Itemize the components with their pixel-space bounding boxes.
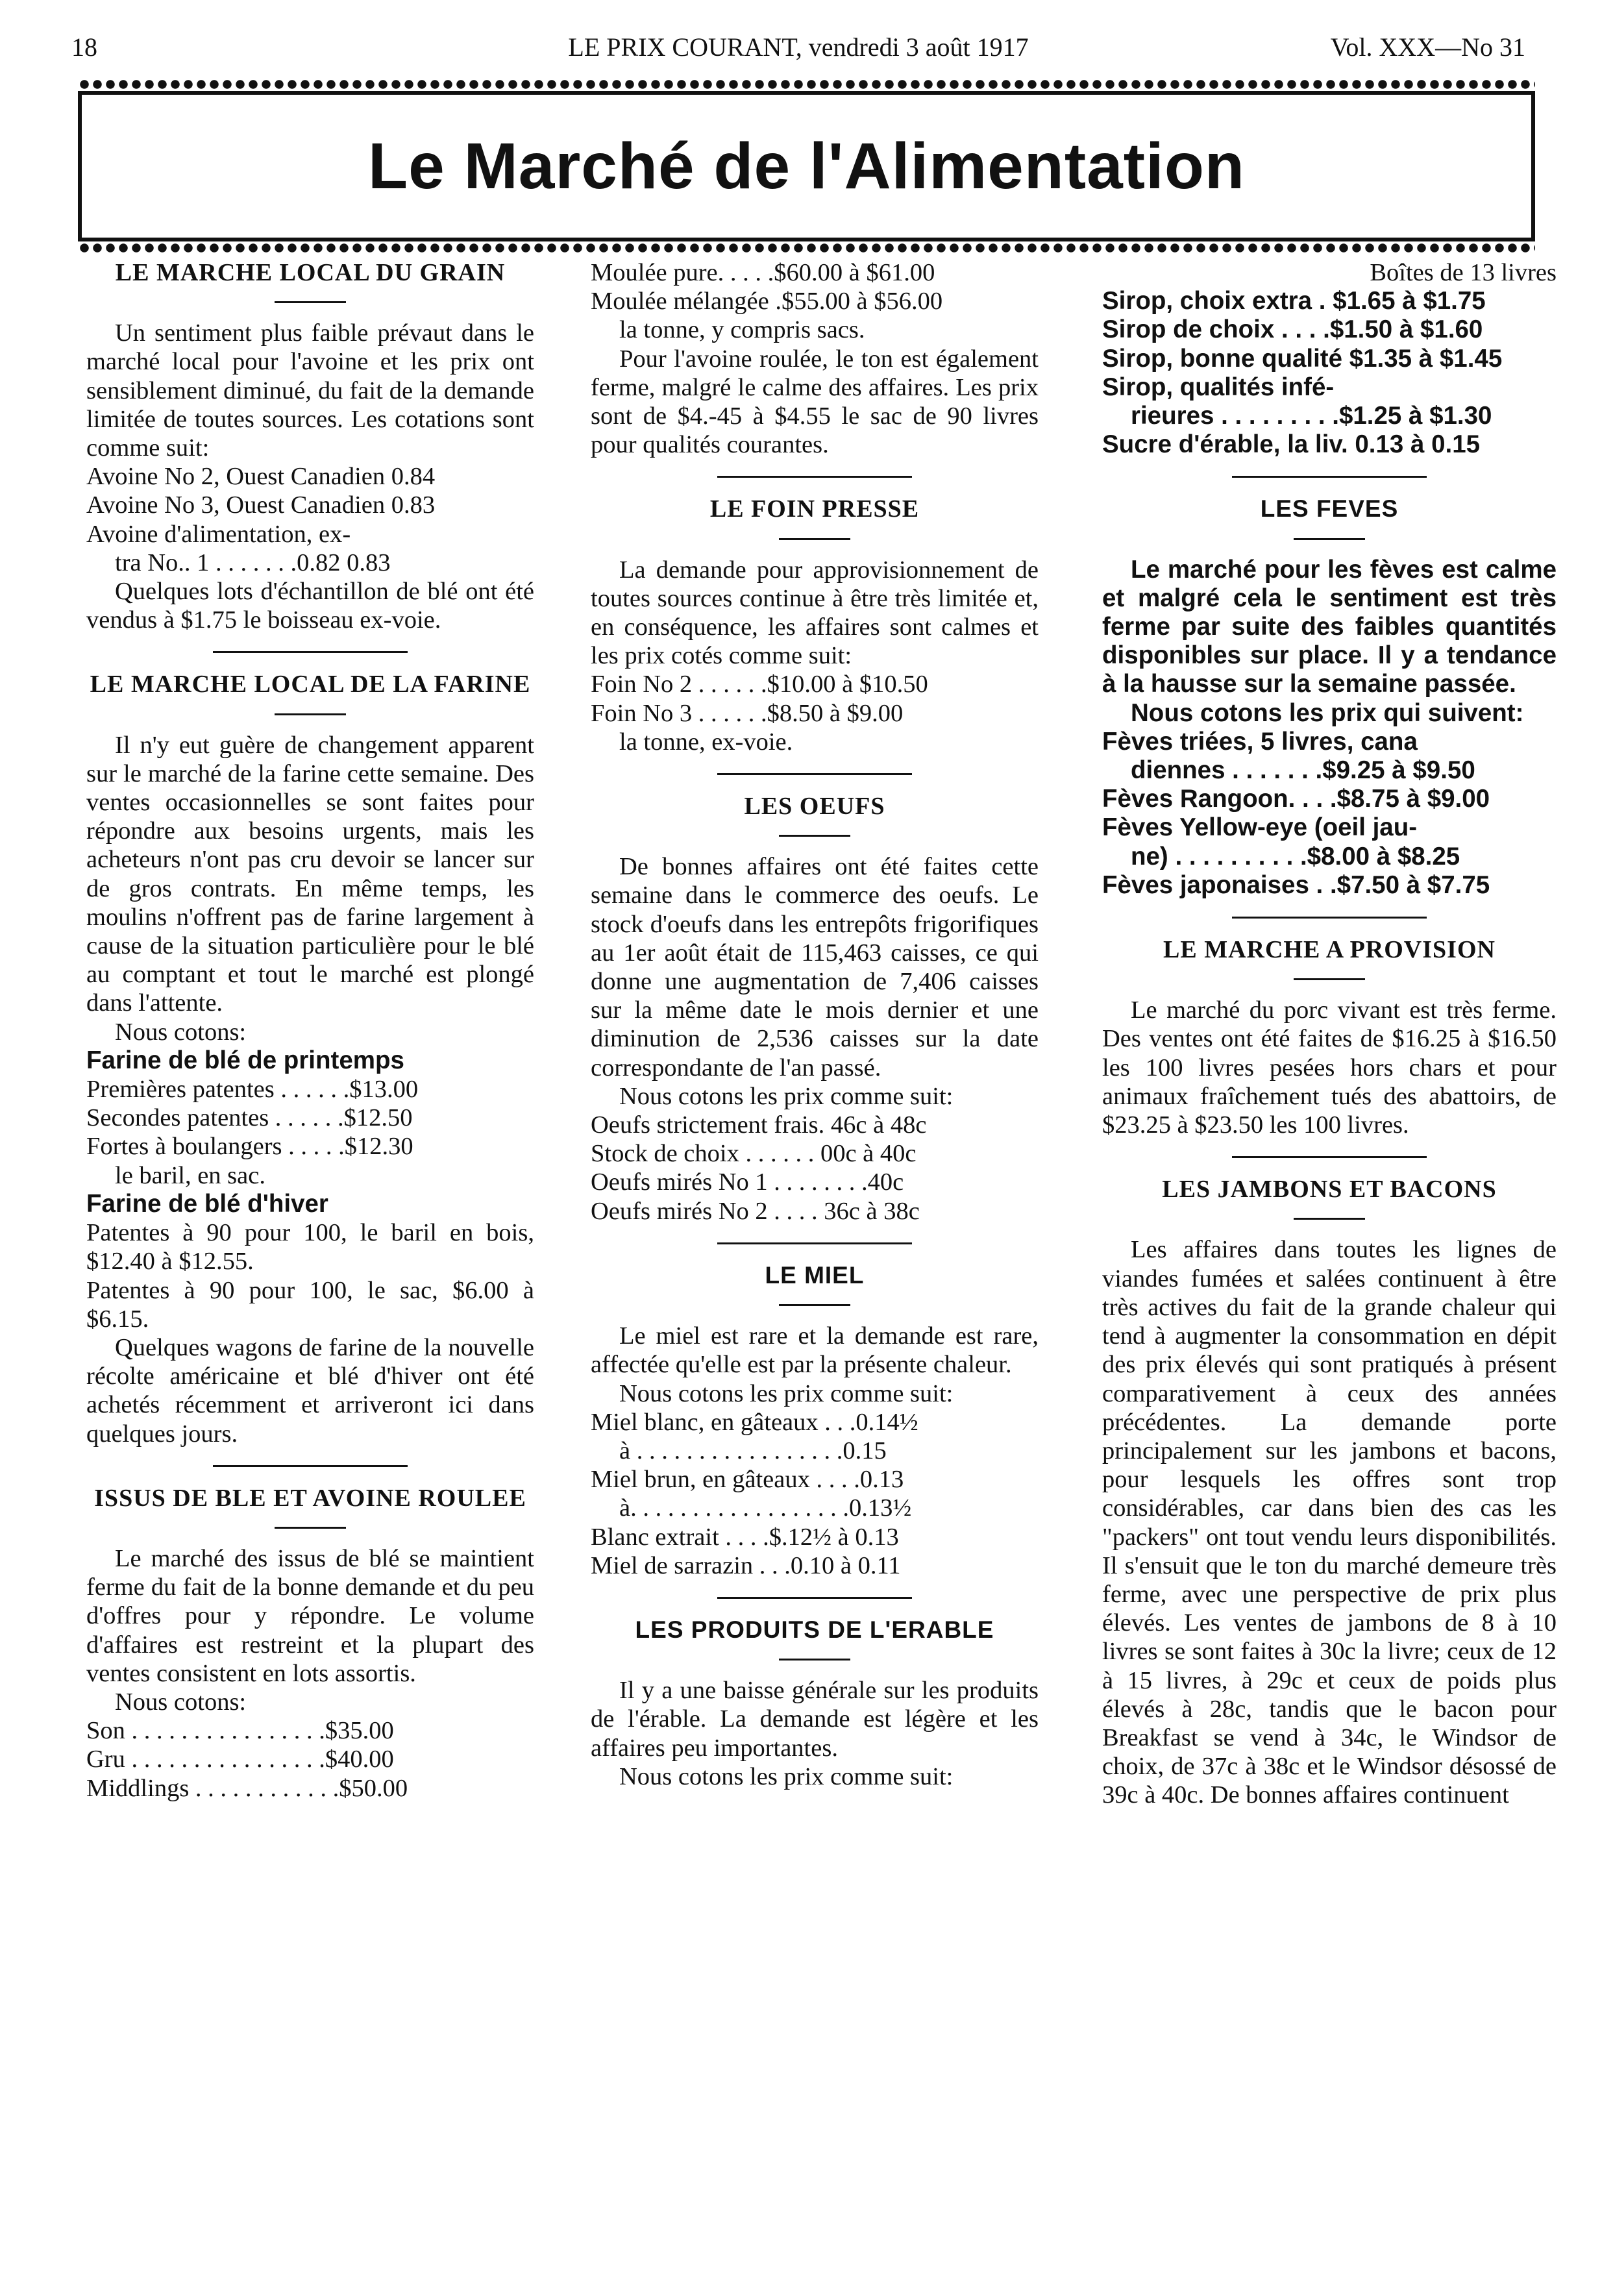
divider [1294, 538, 1365, 540]
price-line: Middlings . . . . . . . . . . . .$50.00 [86, 1774, 408, 1802]
section-rule [1232, 1156, 1427, 1158]
price-line: Foin No 3 . . . . . .$8.50 à $9.00 [591, 699, 904, 727]
price-line: rieures . . . . . . . . .$1.25 à $1.30 [1131, 402, 1492, 430]
divider [779, 538, 850, 540]
subheading-hiver: Farine de blé d'hiver [86, 1189, 328, 1218]
jambons-paragraph: Les affaires dans toutes les lignes de viandes fumées et salées continuent à être très actives du fait de la grande chaleur qui tend à augmenter la consommation en dépit des prix élevés qui sont pratiqués à présent comparativement à ceux des années précédentes. La demande porte principalement sur les jambons et bacons, pour lesquels les offres sont trop considérables, car dans bien des cas les "packers" ont tout vendu leurs disponibilités. Il s'ensuit que le ton du marché demeure très ferme, avec une perspective de prix plus élevés. Les ventes de jambons de 8 à 10 livres se sont faites à 30c la livre; ceux de 12 à 15 livres, à 29c et ceux de poids plus élevés à 28c, tandis que le bacon pour Breakfast se vend à 34c, le Windsor de choix, de 37c à 38c et le Windsor désossé de 39c à 40c. De bonnes affaires continuent [1102, 1236, 1557, 1809]
subheading-printemps: Farine de blé de printemps [86, 1046, 404, 1074]
price-line: Avoine No 2, Ouest Canadien 0.84 [86, 463, 436, 491]
price-line: à . . . . . . . . . . . . . . . . .0.15 [619, 1437, 887, 1464]
price-line: Boîtes de 13 livres [1370, 259, 1557, 286]
section-rule [717, 773, 912, 775]
issus-paragraph: Le marché des issus de blé se maintient ferme du fait de la bonne demande et du peu d'offres pour y répondre. Le volume d'affaires est restreint et la plupart des ventes consistent en lots assortis. [86, 1544, 534, 1687]
running-header [71, 25, 1525, 70]
heading-foin: LE FOIN PRESSE [709, 495, 920, 523]
provision-paragraph: Le marché du porc vivant est très ferme. Des ventes ont été faites de $16.25 à $16.50 les 100 livres pesées hors chars et pour animaux fraîchement tués des abattoirs, de $23.25 à $23.50 les 100 livres. [1102, 996, 1557, 1139]
price-line: Miel brun, en gâteaux . . . .0.13 [591, 1466, 904, 1494]
heading-oeufs: LES OEUFS [744, 793, 885, 821]
farine-paragraph: Il n'y eut guère de changement apparent sur le marché de la farine cette semaine. Des ventes occasionnelles se sont faites pour répondre aux besoins urgents, mais les acheteurs n'ont pas cru devoir se lancer sur de gros contrats. En même temps, les moulins n'offrent pas de farine largement à cause de la situation particulière pour le blé au comptant et tout le marché est plongé dans l'attente. [86, 731, 534, 1017]
price-line: Sirop, bonne qualité $1.35 à $1.45 [1102, 344, 1503, 373]
divider [1294, 978, 1365, 980]
price-line: diennes . . . . . . .$9.25 à $9.50 [1131, 756, 1475, 785]
section-rule [1232, 476, 1427, 478]
hiver-paragraph: Patentes à 90 pour 100, le sac, $6.00 à $6.15. [86, 1276, 534, 1333]
heading-farine: LE MARCHE LOCAL DE LA FARINE [90, 671, 531, 698]
price-line: ne) . . . . . . . . . .$8.00 à $8.25 [1131, 842, 1460, 870]
divider [779, 1659, 850, 1660]
heading-feves: LES FEVES [1260, 495, 1399, 523]
price-line: Avoine d'alimentation, ex- [86, 520, 351, 548]
heading-provision: LE MARCHE A PROVISION [1163, 936, 1496, 964]
price-line: Son . . . . . . . . . . . . . . . .$35.00 [86, 1717, 394, 1745]
price-line: Avoine No 3, Ouest Canadien 0.83 [86, 491, 436, 519]
page-number: 18 [71, 32, 97, 62]
heading-erable: LES PRODUITS DE L'ERABLE [635, 1616, 994, 1643]
price-line: Sirop, qualités infé- [1102, 373, 1335, 401]
section-rule [213, 1465, 408, 1467]
price-line: Moulée pure. . . . .$60.00 à $61.00 [591, 259, 935, 286]
divider [275, 713, 346, 715]
divider [779, 1304, 850, 1306]
price-line: Sucre d'érable, la liv. 0.13 à 0.15 [1102, 430, 1481, 459]
feves-paragraph: Le marché pour les fèves est calme et malgré cela le sentiment est très ferme par suite des faibles quantités disponibles sur place. Il y a tendance à la hausse sur la semaine passée. [1102, 555, 1557, 698]
price-line: Fèves Rangoon. . . .$8.75 à $9.00 [1102, 785, 1490, 813]
feves-paragraph: Nous cotons les prix qui suivent: [1131, 698, 1524, 727]
price-line: Fèves triées, 5 livres, cana [1102, 727, 1418, 756]
price-line: Premières patentes . . . . . .$13.00 [86, 1076, 419, 1104]
price-line: Miel blanc, en gâteaux . . .0.14½ [591, 1408, 918, 1436]
section-rule [213, 651, 408, 653]
publication-line: LE PRIX COURANT, vendredi 3 août 1917 [568, 32, 1029, 62]
heading-miel: LE MIEL [765, 1261, 865, 1289]
column-2 [591, 258, 1039, 1791]
divider [275, 1527, 346, 1529]
moulee-paragraph: Pour l'avoine roulée, le ton est également ferme, malgré le calme des affaires. Les prix sont de $4.-45 à $4.55 le sac de 90 livres pour qualités courantes. [591, 345, 1039, 459]
cotons-line: Nous cotons: [115, 1688, 247, 1716]
price-line: Oeufs mirés No 2 . . . . 36c à 38c [591, 1197, 920, 1225]
column-1 [86, 258, 534, 1803]
heading-issus: ISSUS DE BLE ET AVOINE ROULEE [94, 1484, 526, 1512]
section-rule [717, 476, 912, 478]
section-rule [1232, 917, 1427, 919]
oeufs-paragraph: De bonnes affaires ont été faites cette semaine dans le commerce des oeufs. Le stock d'oeufs dans les entrepôts frigorifiques au 1er août était de 115,463 caisses, ce qui donne une augmentation de 7,406 caisses sur la même date le mois dernier et une diminution de 2,536 caisses sur la date correspondante de l'an passé. [591, 853, 1039, 1081]
grain-paragraph: Quelques lots d'échantillon de blé ont été vendus à $1.75 le boisseau ex-voie. [86, 578, 534, 634]
hiver-paragraph: Quelques wagons de farine de la nouvelle récolte américaine et blé d'hiver ont été achetés récemment et arriveront ici dans quelques jours. [86, 1333, 534, 1448]
price-line: Sirop de choix . . . .$1.50 à $1.60 [1102, 315, 1483, 344]
price-line: Miel de sarrazin . . .0.10 à 0.11 [591, 1551, 901, 1579]
price-line: Fèves Yellow-eye (oeil jau- [1102, 813, 1418, 842]
price-line: Secondes patentes . . . . . .$12.50 [86, 1104, 413, 1132]
cotons-line: Nous cotons: [115, 1018, 247, 1046]
price-line: Stock de choix . . . . . . 00c à 40c [591, 1140, 917, 1168]
price-line: Foin No 2 . . . . . .$10.00 à $10.50 [591, 671, 928, 698]
price-line: Blanc extrait . . . .$.12½ à 0.13 [591, 1523, 899, 1551]
section-rule [717, 1242, 912, 1244]
price-line: Oeufs mirés No 1 . . . . . . . .40c [591, 1168, 904, 1196]
oeufs-paragraph: Nous cotons les prix comme suit: [619, 1082, 954, 1110]
volume-number: Vol. XXX—No 31 [1330, 32, 1525, 62]
hiver-paragraph: Patentes à 90 pour 100, le baril en bois, $12.40 à $12.55. [86, 1219, 534, 1276]
miel-paragraph: Le miel est rare et la demande est rare, affectée qu'elle est par la présente chaleur. [591, 1322, 1039, 1379]
section-banner [78, 91, 1535, 241]
divider [779, 835, 850, 837]
price-line: Oeufs strictement frais. 46c à 48c [591, 1111, 927, 1139]
divider [275, 301, 346, 303]
price-line: à. . . . . . . . . . . . . . . . . .0.13½ [619, 1494, 912, 1522]
price-line: Sirop, choix extra . $1.65 à $1.75 [1102, 287, 1486, 315]
banner-dot-border-top [78, 78, 1535, 91]
section-rule [717, 1597, 912, 1599]
heading-jambons: LES JAMBONS ET BACONS [1162, 1176, 1497, 1204]
price-line: le baril, en sac. [115, 1161, 265, 1189]
price-line: Gru . . . . . . . . . . . . . . . .$40.00 [86, 1746, 394, 1773]
divider [1294, 1218, 1365, 1220]
price-line: la tonne, ex-voie. [619, 728, 793, 756]
price-line: Fèves japonaises . .$7.50 à $7.75 [1102, 870, 1490, 899]
heading-grain: LE MARCHE LOCAL DU GRAIN [115, 259, 506, 286]
banner-dot-border-bottom [78, 241, 1535, 254]
price-line: la tonne, y compris sacs. [619, 316, 865, 344]
price-line: Moulée mélangée .$55.00 à $56.00 [591, 288, 943, 315]
erable-paragraph: Nous cotons les prix comme suit: [619, 1762, 954, 1790]
erable-paragraph: Il y a une baisse générale sur les produits de l'érable. La demande est légère et les affaires peu importantes. [591, 1677, 1039, 1762]
miel-paragraph: Nous cotons les prix comme suit: [619, 1379, 954, 1407]
column-3 [1102, 258, 1557, 1810]
grain-paragraph: Un sentiment plus faible prévaut dans le marché local pour l'avoine et les prix ont sensiblement diminué, du fait de la demande limitée de toutes sources. Les cotations sont comme suit: [86, 319, 534, 462]
foin-paragraph: La demande pour approvisionnement de toutes sources continue à être très limitée et, en conséquence, les affaires sont calmes et les prix cotés comme suit: [591, 556, 1039, 670]
price-line: tra No.. 1 . . . . . . .0.82 0.83 [115, 549, 391, 576]
price-line: Fortes à boulangers . . . . .$12.30 [86, 1133, 413, 1161]
section-title: Le Marché de l'Alimentation [367, 129, 1246, 203]
